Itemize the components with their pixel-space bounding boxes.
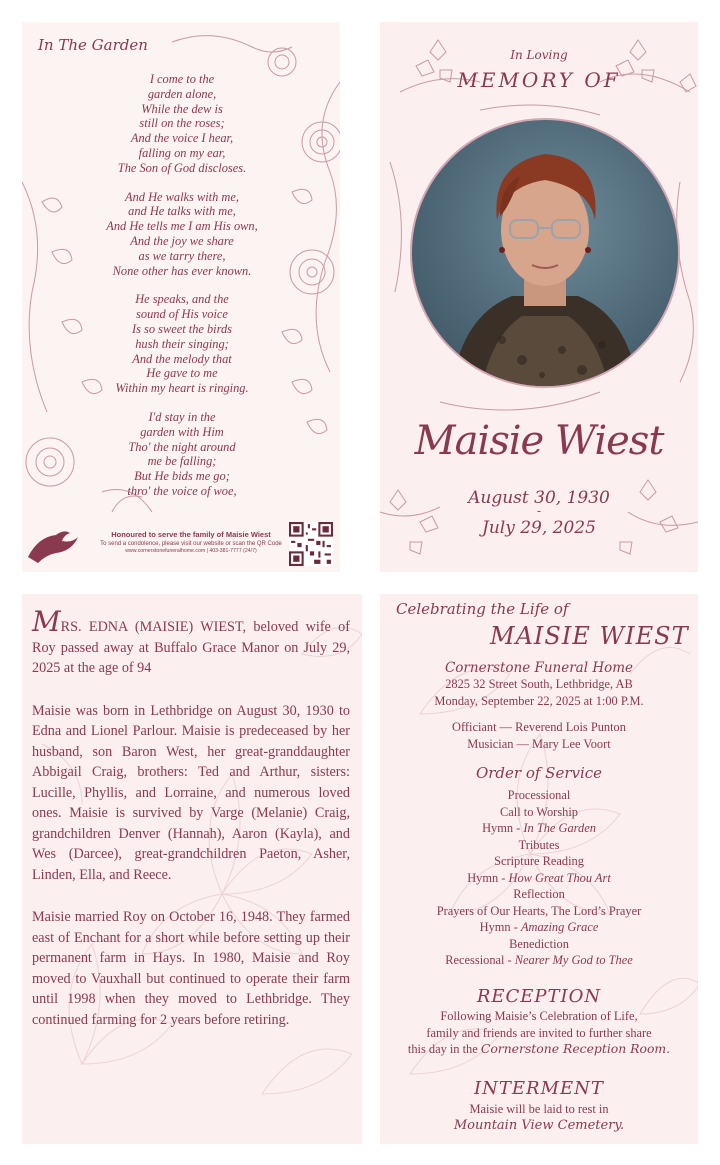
poem-line: While the dew is xyxy=(141,101,223,116)
cover-memory-heading: MEMORY OF xyxy=(457,68,621,92)
cover-panel xyxy=(380,22,698,572)
poem-line: And the melody that xyxy=(132,351,232,366)
footer-honoured: Honoured to serve the family of Maisie Wiest xyxy=(111,530,271,539)
poem-line: He speaks, and the xyxy=(135,292,229,307)
funeral-home-footer xyxy=(66,530,316,554)
poem-line: thro' the voice of woe, xyxy=(127,483,237,498)
poem-line: I'd stay in the xyxy=(148,409,216,424)
reception-room: Cornerstone Reception Room. xyxy=(480,1041,671,1056)
obituary-text xyxy=(32,605,350,1052)
poem-line: And the joy we share xyxy=(130,233,234,248)
poem-line: garden with Him xyxy=(140,424,224,439)
poem-stanza xyxy=(62,190,302,279)
order-item: Call to Worship xyxy=(500,804,578,819)
poem-text xyxy=(62,72,302,513)
obituary-paragraph-2: Maisie was born in Lethbridge on August 30, 1930 to Edna and Lionel Parlour. Maisie is predeceased by her husband, son Baron West, her great-granddaughter Abbigail Craig, brothers: Ted and Arthur, sisters: Lucille, Phyllis, and Lorraine, and numerous loved ones. Maisie is survived by Varge (Melanie) Craig, grandchildren Denver (Hannah), Aaron (Kayla), and Wes (Darcee), great-grandchildren Paeton, Asher, Linden, Ella, and Reece. xyxy=(32,702,350,883)
poem-line: He gave to me xyxy=(146,366,218,381)
order-of-service-list xyxy=(380,787,698,969)
cemetery-name: Mountain View Cemetery. xyxy=(453,1117,625,1133)
order-of-service-heading: Order of Service xyxy=(475,764,603,782)
venue-address: 2825 32 Street South, Lethbridge, AB xyxy=(445,677,633,691)
obituary-paragraph-1: MRS. EDNA (MAISIE) WIEST, beloved wife of Roy passed away at Buffalo Grace Manor on July 29, 2025 at the age of 94 xyxy=(32,605,350,676)
interment-details: Maisie will be laid to rest in Mountain View Cemetery. xyxy=(380,1101,698,1133)
cover-intro: In Loving xyxy=(510,48,568,62)
poem-line: hush their singing; xyxy=(135,336,229,351)
date-separator: - xyxy=(536,504,542,518)
poem-line: me be falling; xyxy=(147,454,217,469)
footer-condolence: To send a condolence, please visit our website or scan the QR Code xyxy=(100,541,282,547)
poem-line: Tho' the night around xyxy=(128,439,236,454)
death-date: July 29, 2025 xyxy=(482,518,596,538)
poem-line: But He bids me go; xyxy=(134,469,230,484)
poem-line: And the voice I hear, xyxy=(130,131,234,146)
portrait-illustration xyxy=(412,120,678,386)
decedent-name: Maisie Wiest xyxy=(414,418,664,464)
birth-date: August 30, 1930 xyxy=(468,488,610,508)
portrait-photo xyxy=(410,118,680,388)
service-name: MAISIE WIEST xyxy=(490,622,689,650)
poem-line: still on the roses; xyxy=(139,116,225,131)
poem-stanza xyxy=(62,410,302,499)
poem-panel xyxy=(22,22,340,572)
qr-code-icon[interactable] xyxy=(289,522,333,566)
obituary-paragraph-3: Maisie married Roy on October 16, 1948. They farmed east of Enchant for a short while before setting up their permanent farm in Hays. In 1980, Maisie and Roy moved to Vauxhall but continued to operate their farm until 1998 when they moved to Lethbridge. They continued farming for 2 years before retiring. xyxy=(32,909,350,1028)
poem-line: None other has ever known. xyxy=(112,263,252,278)
poem-line: garden alone, xyxy=(147,86,217,101)
drop-cap: M xyxy=(32,605,61,638)
order-item: Hymn - Amazing Grace xyxy=(479,920,599,934)
order-item: Prayers of Our Hearts, The Lord’s Prayer xyxy=(436,903,642,918)
order-item: Scripture Reading xyxy=(494,854,584,868)
poem-line: And He walks with me, xyxy=(125,189,239,204)
poem-line: Within my heart is ringing. xyxy=(115,381,249,396)
poem-line: and He talks with me, xyxy=(128,204,236,219)
poem-stanza xyxy=(62,72,302,176)
musician: Musician — Mary Lee Voort xyxy=(467,736,611,751)
celebrating-heading: Celebrating the Life of xyxy=(396,600,569,618)
funeral-home-name: Cornerstone Funeral Home xyxy=(444,660,634,676)
poem-title: In The Garden xyxy=(38,36,148,54)
officiant: Officiant — Reverend Lois Punton xyxy=(452,720,626,734)
poem-stanza xyxy=(62,292,302,396)
order-item: Reflection xyxy=(513,887,565,901)
poem-line: I come to the xyxy=(149,72,215,86)
obituary-panel xyxy=(22,594,362,1144)
poem-line: The Son of God discloses. xyxy=(117,160,247,175)
order-item: Recessional - Nearer My God to Thee xyxy=(445,953,633,967)
venue-block xyxy=(380,660,698,709)
reception-heading: RECEPTION xyxy=(476,986,602,1007)
poem-line: as we tarry there, xyxy=(138,248,226,263)
officiants-block xyxy=(380,719,698,752)
order-item: Tributes xyxy=(518,837,560,852)
poem-line: And He tells me I am His own, xyxy=(106,219,258,234)
order-item: Processional xyxy=(507,788,571,802)
poem-line: falling on my ear, xyxy=(138,145,226,160)
footer-contact: www.cornerstonefuneralhome.com | 403-381-7777 (24/7) xyxy=(125,548,257,554)
service-datetime: Monday, September 22, 2025 at 1:00 P.M. xyxy=(434,693,644,708)
order-item: Hymn - How Great Thou Art xyxy=(467,870,611,885)
reception-details: Following Maisie’s Celebration of Life, family and friends are invited to further share this day in the Cornerstone Reception Room. xyxy=(407,1009,671,1056)
poem-line: Is so sweet the birds xyxy=(131,321,233,336)
service-panel xyxy=(380,594,698,1144)
poem-line: sound of His voice xyxy=(136,307,228,322)
interment-heading: INTERMENT xyxy=(474,1078,604,1099)
order-item: Hymn - In The Garden xyxy=(482,821,596,835)
order-item: Benediction xyxy=(509,936,569,951)
